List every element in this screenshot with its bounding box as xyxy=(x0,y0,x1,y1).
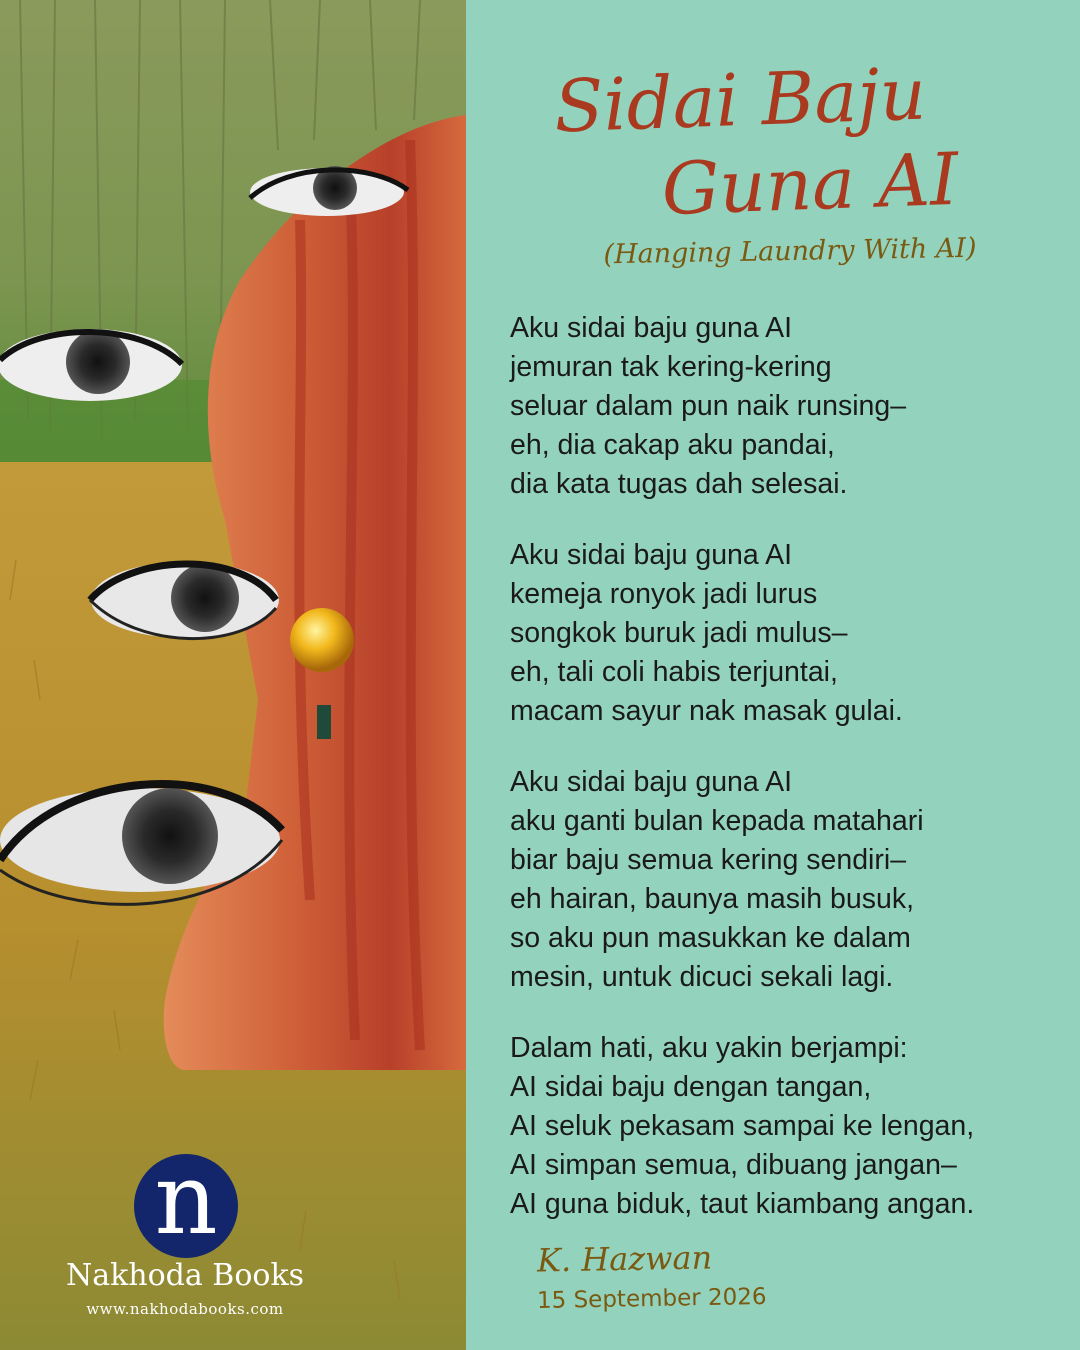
publisher-logo xyxy=(134,1143,238,1258)
collage-artwork xyxy=(0,0,466,1350)
stanza-1 xyxy=(510,309,1070,504)
poem-line: AI sidai baju dengan tangan, xyxy=(510,1071,872,1103)
poem-line: macam sayur nak masak gulai. xyxy=(510,695,903,727)
poem-line: biar baju semua kering sendiri– xyxy=(510,844,907,876)
poem-line: Aku sidai baju guna AI xyxy=(510,766,793,798)
poem-line: songkok buruk jadi mulus– xyxy=(510,617,848,649)
poem-subtitle: (Hanging Laundry With AI) xyxy=(603,232,977,271)
poem-body xyxy=(510,309,1070,1256)
poem-line: Dalam hati, aku yakin berjampi: xyxy=(510,1032,908,1064)
poem-line: aku ganti bulan kepada matahari xyxy=(510,805,924,837)
poem-line: mesin, untuk dicuci sekali lagi. xyxy=(510,961,894,993)
poem-line: eh, dia cakap aku pandai, xyxy=(510,429,835,461)
stanza-4 xyxy=(510,1029,1070,1224)
poem-line: AI guna biduk, taut kiambang angan. xyxy=(510,1188,975,1220)
poem-title-line-1: Sidai Baju xyxy=(552,51,928,149)
poem-line: dia kata tugas dah selesai. xyxy=(510,468,848,500)
poem-line: eh, tali coli habis terjuntai, xyxy=(510,656,838,688)
stanza-3 xyxy=(510,763,1070,997)
poem-line: seluar dalam pun naik runsing– xyxy=(510,390,907,422)
logo-letter: n xyxy=(154,1143,218,1257)
poem-author: K. Hazwan xyxy=(536,1238,713,1280)
poem-line: AI simpan semua, dibuang jangan– xyxy=(510,1149,957,1181)
publisher-url: www.nakhodabooks.com xyxy=(86,1300,284,1318)
poem-line: Aku sidai baju guna AI xyxy=(510,312,793,344)
stanza-2 xyxy=(510,536,1070,731)
poem-line: jemuran tak kering-kering xyxy=(510,351,832,383)
poem-line: so aku pun masukkan ke dalam xyxy=(510,922,911,954)
poem-line: Aku sidai baju guna AI xyxy=(510,539,793,571)
poem-line: eh hairan, baunya masih busuk, xyxy=(510,883,915,915)
poem-line: AI seluk pekasam sampai ke lengan, xyxy=(510,1110,975,1142)
publisher-name: Nakhoda Books xyxy=(65,1258,305,1293)
poem-date: 15 September 2026 xyxy=(536,1283,767,1315)
poem-title-line-2: Guna AI xyxy=(660,136,960,232)
poem-line: kemeja ronyok jadi lurus xyxy=(510,578,818,610)
